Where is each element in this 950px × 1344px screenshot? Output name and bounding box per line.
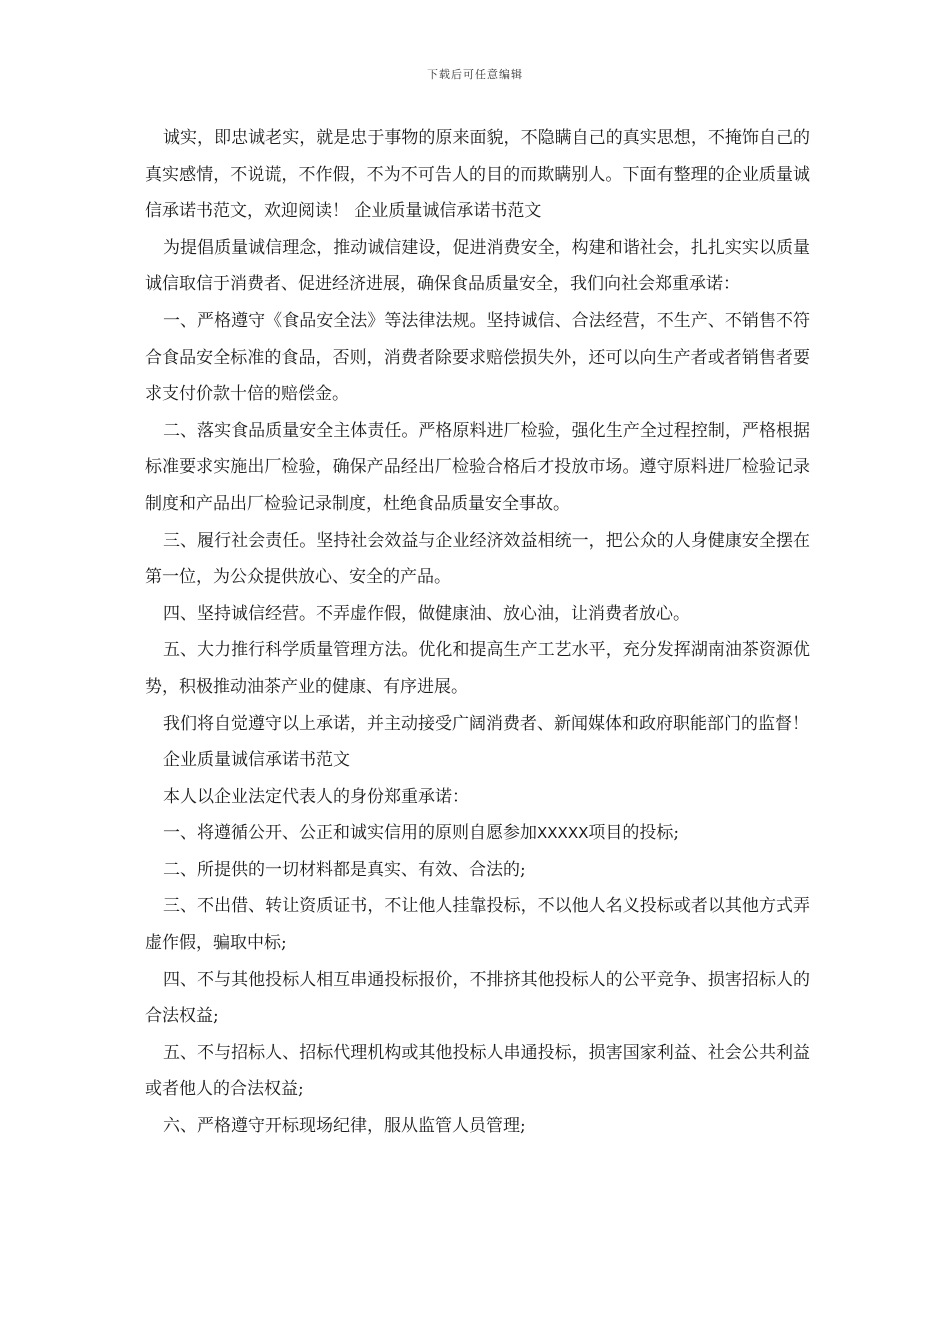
document-body bbox=[145, 120, 810, 1145]
pledge-item-1-suffix: 项目的投标; bbox=[588, 823, 680, 844]
pledge-item-1-project: XXXXX bbox=[537, 824, 589, 843]
header-note: 下载后可任意编辑 bbox=[427, 68, 523, 81]
section-title: 企业质量诚信承诺书范文 bbox=[163, 750, 350, 771]
commitment-item-1: 一、严格遵守《食品安全法》等法律法规。坚持诚信、合法经营，不生产、不销售不符合食品安全标准的食品，否则，消费者除要求赔偿损失外，还可以向生产者或者销售者要求支付价款十倍的赔偿金。 bbox=[145, 310, 810, 405]
pledge-item-1-prefix: 一、将遵循公开、公正和诚实信用的原则自愿参加 bbox=[163, 823, 537, 844]
commitment-item-5: 五、大力推行科学质量管理方法。优化和提高生产工艺水平，充分发挥湖南油茶资源优势，积极推动油茶产业的健康、有序进展。 bbox=[145, 640, 810, 697]
intro-paragraph: 诚实，即忠诚老实，就是忠于事物的原来面貌，不隐瞒自己的真实思想，不掩饰自己的真实感情，不说谎，不作假，不为不可告人的目的而欺瞒别人。下面有整理的企业质量诚信承诺书范文，欢迎阅读！ 企业质量诚信承诺书范文 bbox=[145, 128, 810, 222]
pledge-item-4: 四、不与其他投标人相互串通投标报价，不排挤其他投标人的公平竞争、损害招标人的合法权益; bbox=[145, 969, 810, 1027]
commitment-item-3: 三、履行社会责任。坚持社会效益与企业经济效益相统一，把公众的人身健康安全摆在第一位，为公众提供放心、安全的产品。 bbox=[145, 530, 810, 588]
pledge-item-3: 三、不出借、转让资质证书，不让他人挂靠投标，不以他人名义投标或者以其他方式弄虚作假，骗取中标; bbox=[145, 896, 810, 954]
commitment-closing: 我们将自觉遵守以上承诺，并主动接受广阔消费者、新闻媒体和政府职能部门的监督！ bbox=[163, 713, 809, 734]
pledge-item-6: 六、严格遵守开标现场纪律，服从监管人员管理; bbox=[163, 1116, 526, 1137]
pledge-intro: 本人以企业法定代表人的身份郑重承诺： bbox=[163, 786, 469, 807]
commitment-item-4: 四、坚持诚信经营。不弄虚作假，做健康油、放心油，让消费者放心。 bbox=[163, 603, 690, 624]
pledge-item-5: 五、不与招标人、招标代理机构或其他投标人串通投标，损害国家利益、社会公共利益或者他人的合法权益; bbox=[145, 1042, 810, 1100]
pledge-item-1 bbox=[145, 815, 810, 852]
pledge-item-2: 二、所提供的一切材料都是真实、有效、合法的; bbox=[163, 859, 526, 880]
commitment-intro-paragraph: 为提倡质量诚信理念，推动诚信建设，促进消费安全，构建和谐社会，扎扎实实以质量诚信取信于消费者、促进经济进展，确保食品质量安全，我们向社会郑重承诺： bbox=[145, 237, 810, 295]
commitment-item-2: 二、落实食品质量安全主体责任。严格原料进厂检验，强化生产全过程控制，严格根据标准要求实施出厂检验，确保产品经出厂检验合格后才投放市场。遵守原料进厂检验记录制度和产品出厂检验记录制度，杜绝食品质量安全事故。 bbox=[145, 420, 810, 514]
